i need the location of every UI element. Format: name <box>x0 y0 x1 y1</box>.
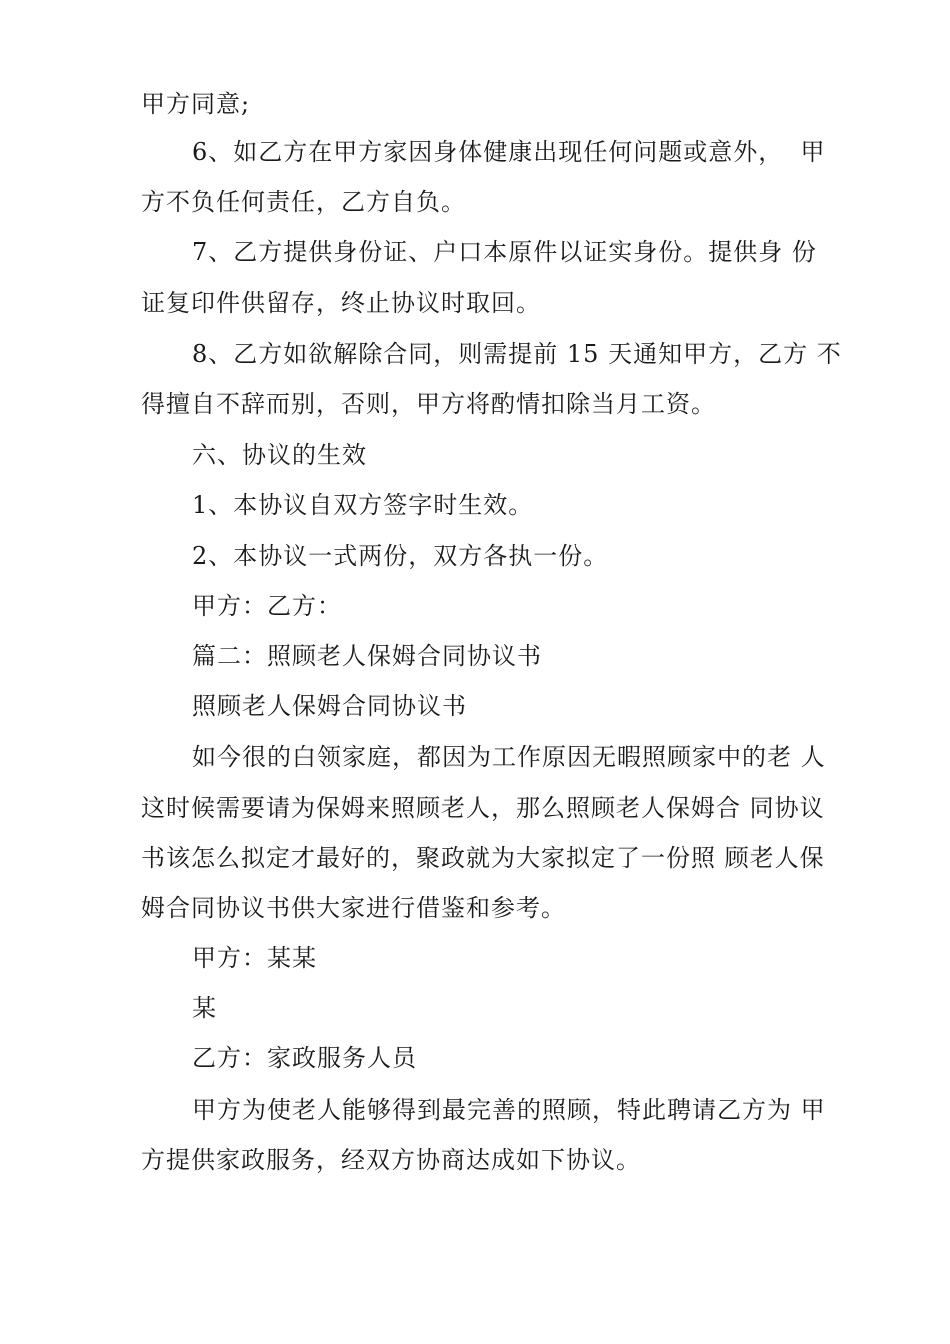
text-line: 证复印件供留存，终止协议时取回。 <box>141 289 541 317</box>
text-line: 甲方为使老人能够得到最完善的照顾，特此聘请乙方为 甲 <box>192 1096 826 1124</box>
text-line: 得擅自不辞而别，否则，甲方将酌情扣除当月工资。 <box>141 390 716 418</box>
text-line: 甲方同意; <box>141 90 251 118</box>
text-line: 如今很的白领家庭，都因为工作原因无暇照顾家中的老 人 <box>192 743 826 771</box>
text-line: 1、本协议自双方签字时生效。 <box>192 491 534 519</box>
text-line: 6、如乙方在甲方家因身体健康出现任何问题或意外， 甲 <box>192 138 826 166</box>
text-line: 8、乙方如欲解除合同，则需提前 15 天通知甲方，乙方 不 <box>192 340 842 368</box>
party-b-line: 乙方：家政服务人员 <box>192 1044 417 1072</box>
section-heading: 篇二：照顾老人保姆合同协议书 <box>192 642 542 670</box>
document-title: 照顾老人保姆合同协议书 <box>192 692 467 720</box>
text-line: 某 <box>192 994 217 1022</box>
section-heading: 六、协议的生效 <box>192 441 367 469</box>
text-line: 姆合同协议书供大家进行借鉴和参考。 <box>141 894 566 922</box>
text-line: 方不负任何责任，乙方自负。 <box>141 188 466 216</box>
text-line: 书该怎么拟定才最好的，聚政就为大家拟定了一份照 顾老人保 <box>141 844 825 872</box>
signature-line: 甲方：乙方： <box>192 592 342 620</box>
text-line: 2、本协议一式两份，双方各执一份。 <box>192 542 609 570</box>
text-line: 7、乙方提供身份证、户口本原件以证实身份。提供身 份 <box>192 238 817 266</box>
text-line: 这时候需要请为保姆来照顾老人，那么照顾老人保姆合 同协议 <box>141 794 825 822</box>
party-a-line: 甲方：某某 <box>192 944 317 972</box>
text-line: 方提供家政服务，经双方协商达成如下协议。 <box>141 1146 641 1174</box>
